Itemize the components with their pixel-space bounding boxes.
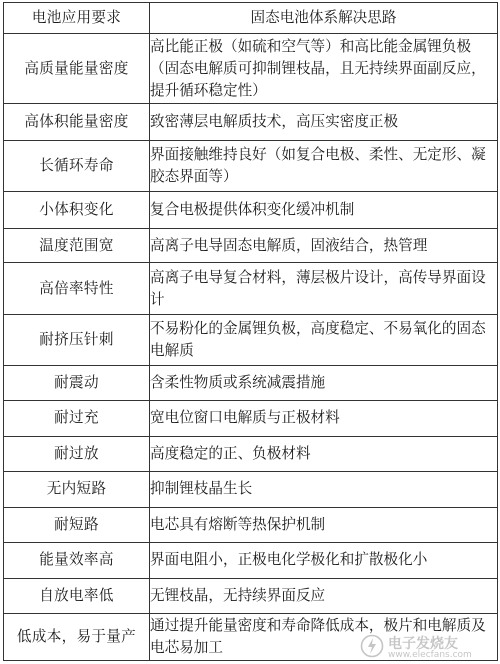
solution-cell: 界面接触维持良好（如复合电极、柔性、无定形、凝胶态界面等） (150, 140, 498, 192)
table-row (4, 192, 498, 229)
requirement-cell: 高质量能量密度 (4, 34, 150, 104)
table-row (4, 34, 498, 104)
requirement-cell: 自放电率低 (4, 578, 150, 614)
solution-cell: 复合电极提供体积变化缓冲机制 (150, 192, 498, 229)
requirements-table-frame (3, 2, 497, 661)
requirement-cell: 高体积能量密度 (4, 104, 150, 141)
table-row (4, 140, 498, 192)
solution-cell: 界面电阻小，正极电化学极化和扩散极化小 (150, 543, 498, 579)
table-row (4, 472, 498, 508)
requirement-cell: 耐短路 (4, 507, 150, 543)
requirement-cell: 高倍率特性 (4, 263, 150, 315)
header-solution: 固态电池体系解决思路 (150, 3, 498, 34)
requirements-table (3, 2, 498, 661)
solution-cell: 宽电位窗口电解质与正极材料 (150, 401, 498, 437)
solution-cell: 高离子电导复合材料，薄层极片设计，高传导界面设计 (150, 263, 498, 315)
solution-cell: 无锂枝晶，无持续界面反应 (150, 578, 498, 614)
solution-cell: 高度稳定的正、负极材料 (150, 436, 498, 472)
requirement-cell: 耐挤压针刺 (4, 314, 150, 365)
requirement-cell: 耐震动 (4, 365, 150, 401)
watermark-text: 电子发烧友 (388, 636, 458, 652)
table-row (4, 436, 498, 472)
table-row (4, 614, 498, 661)
table-row (4, 401, 498, 437)
header-requirement: 电池应用要求 (4, 3, 150, 34)
solution-cell: 高比能正极（如硫和空气等）和高比能金属锂负极（固态电解质可抑制锂枝晶，且无持续界面副反应，提升循环稳定性） (150, 34, 498, 104)
requirement-cell: 能量效率高 (4, 543, 150, 579)
requirement-cell: 耐过放 (4, 436, 150, 472)
solution-cell: 抑制锂枝晶生长 (150, 472, 498, 508)
solution-cell: 电芯具有熔断等热保护机制 (150, 507, 498, 543)
solution-cell: 不易粉化的金属锂负极，高度稳定、不易氧化的固态电解质 (150, 314, 498, 365)
solution-cell: 通过提升能量密度和寿命降低成本，极片和电解质及电芯易加工 (150, 614, 498, 661)
table-row (4, 104, 498, 141)
requirement-cell: 小体积变化 (4, 192, 150, 229)
table-row (4, 507, 498, 543)
watermark-url: www.elecfans.com (388, 650, 472, 660)
requirement-cell: 温度范围宽 (4, 228, 150, 262)
solution-cell: 高离子电导固态电解质，固液结合，热管理 (150, 228, 498, 262)
solution-cell: 致密薄层电解质技术，高压实密度正极 (150, 104, 498, 141)
table-row (4, 263, 498, 315)
requirement-cell: 无内短路 (4, 472, 150, 508)
requirement-cell: 长循环寿命 (4, 140, 150, 192)
table-row (4, 228, 498, 262)
requirement-cell: 低成本，易于量产 (4, 614, 150, 661)
solution-cell: 含柔性物质或系统减震措施 (150, 365, 498, 401)
table-row (4, 578, 498, 614)
requirement-cell: 耐过充 (4, 401, 150, 437)
table-header-row (4, 3, 498, 34)
table-row (4, 314, 498, 365)
table-row (4, 365, 498, 401)
table-row (4, 543, 498, 579)
